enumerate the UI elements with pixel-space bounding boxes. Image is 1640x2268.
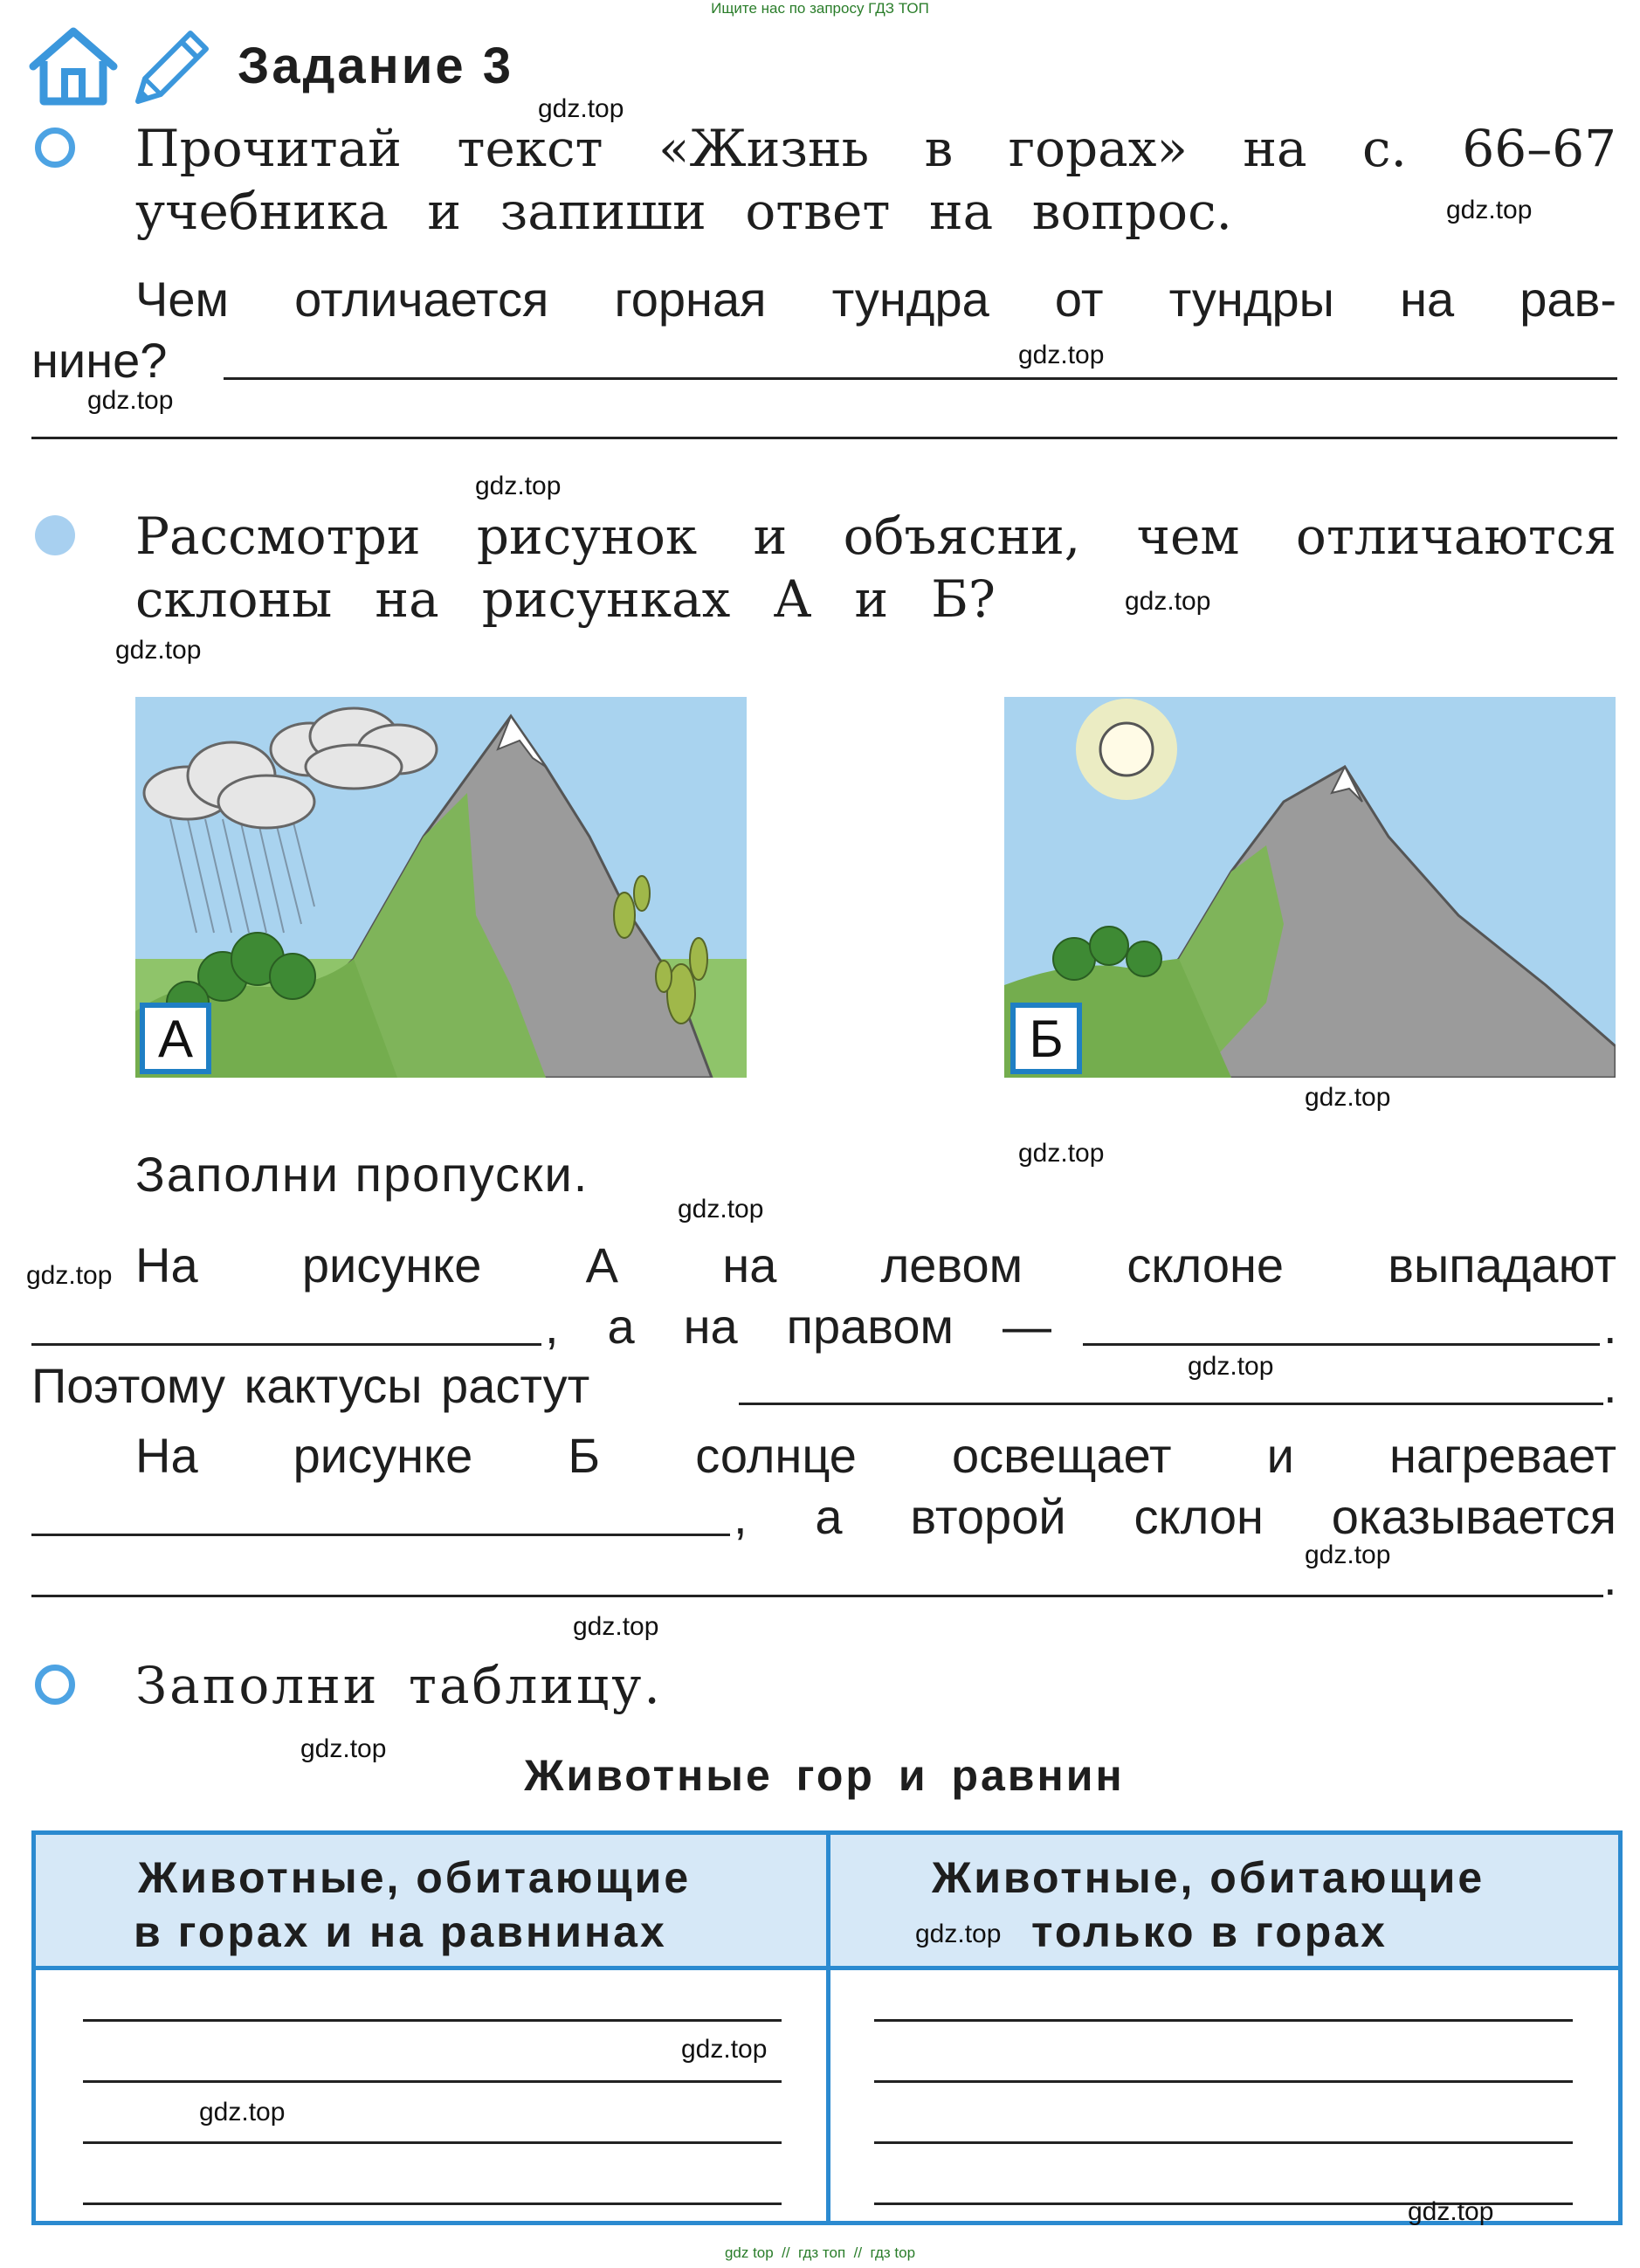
task-title: Задание 3 bbox=[238, 38, 513, 94]
col1-header-line2: в горах и на равнинах bbox=[134, 1907, 667, 1956]
col2-header-line2: только в горах bbox=[1031, 1907, 1388, 1956]
blank-line[interactable] bbox=[739, 1403, 1603, 1405]
blank-line[interactable] bbox=[31, 1595, 1603, 1597]
mountain-picture-b bbox=[1004, 697, 1616, 1078]
watermark: gdz.top bbox=[915, 1920, 1002, 1948]
watermark: gdz.top bbox=[1446, 196, 1533, 224]
watermark: gdz.top bbox=[475, 472, 562, 500]
animals-table bbox=[31, 1830, 1623, 2225]
bullet-open bbox=[35, 1665, 75, 1705]
q1-question-line2: нине? bbox=[31, 333, 168, 388]
table-answer-line[interactable] bbox=[874, 2141, 1573, 2144]
top-watermark: Ищите нас по запросу ГДЗ ТОП bbox=[711, 0, 929, 17]
fill-line4: На рисунке Б солнце освещает и нагревает bbox=[135, 1428, 1616, 1483]
watermark: gdz.top bbox=[300, 1734, 387, 1763]
watermark: gdz.top bbox=[681, 2035, 768, 2064]
watermark: gdz.top bbox=[1305, 1541, 1391, 1569]
watermark: gdz.top bbox=[1018, 341, 1105, 369]
table-answer-line[interactable] bbox=[874, 2019, 1573, 2022]
q1-text-line2: учебника и запиши ответ на вопрос. bbox=[135, 182, 1232, 241]
q2-text-line2: склоны на рисунках А и Б? bbox=[135, 569, 996, 629]
answer-line[interactable] bbox=[31, 437, 1617, 439]
watermark: gdz.top bbox=[1125, 587, 1211, 616]
picture-label-b: Б bbox=[1010, 1003, 1082, 1074]
q2-text-line1: Рассмотри рисунок и объясни, чем отличаются bbox=[135, 507, 1616, 566]
fill-line2-end: . bbox=[1603, 1299, 1617, 1354]
blank-line[interactable] bbox=[31, 1343, 541, 1346]
watermark: gdz.top bbox=[26, 1261, 113, 1290]
bullet-filled bbox=[35, 515, 75, 555]
table-answer-line[interactable] bbox=[83, 2019, 782, 2022]
fill-line5-mid: , а второй склон оказывается bbox=[734, 1489, 1616, 1544]
table-column-border bbox=[826, 1835, 830, 2221]
table-title: Животные гор и равнин bbox=[524, 1751, 1125, 1800]
bullet-open bbox=[35, 128, 75, 168]
mountain-picture-a bbox=[135, 697, 747, 1078]
watermark: gdz.top bbox=[115, 636, 202, 665]
watermark: gdz.top bbox=[538, 94, 624, 123]
pencil-icon bbox=[129, 21, 217, 112]
table-answer-line[interactable] bbox=[83, 2080, 782, 2083]
fill-heading: Заполни пропуски. bbox=[135, 1147, 589, 1202]
watermark: gdz.top bbox=[87, 386, 174, 415]
bottom-watermark: gdz top // гдз топ // гдз top bbox=[724, 2244, 916, 2261]
q1-text-line1: Прочитай текст «Жизнь в горах» на с. 66–67 bbox=[135, 119, 1616, 178]
watermark: gdz.top bbox=[573, 1612, 659, 1641]
home-icon bbox=[26, 26, 121, 110]
watermark: gdz.top bbox=[678, 1195, 764, 1224]
q3-instruction: Заполни таблицу. bbox=[135, 1656, 663, 1715]
watermark: gdz.top bbox=[1408, 2197, 1494, 2226]
blank-line[interactable] bbox=[1083, 1343, 1600, 1346]
fill-line3-end: . bbox=[1603, 1358, 1617, 1413]
table-answer-line[interactable] bbox=[874, 2080, 1573, 2083]
blank-line[interactable] bbox=[31, 1534, 730, 1536]
q1-question-line1: Чем отличается горная тундра от тундры на рав- bbox=[135, 272, 1616, 327]
fill-line1: На рисунке А на левом склоне выпадают bbox=[135, 1237, 1616, 1293]
watermark: gdz.top bbox=[199, 2098, 286, 2127]
fill-line2-mid: , а на правом — bbox=[545, 1299, 1051, 1354]
table-answer-line[interactable] bbox=[83, 2203, 782, 2205]
picture-label-a: А bbox=[140, 1003, 211, 1074]
col1-header-line1: Животные, обитающие bbox=[138, 1853, 692, 1902]
table-answer-line[interactable] bbox=[83, 2141, 782, 2144]
watermark: gdz.top bbox=[1018, 1139, 1105, 1168]
fill-line6-end: . bbox=[1603, 1550, 1617, 1605]
col2-header-line1: Животные, обитающие bbox=[932, 1853, 1485, 1902]
watermark: gdz.top bbox=[1188, 1352, 1274, 1381]
fill-line3: Поэтому кактусы растут bbox=[31, 1358, 590, 1413]
answer-line[interactable] bbox=[224, 377, 1617, 380]
watermark: gdz.top bbox=[1305, 1083, 1391, 1112]
